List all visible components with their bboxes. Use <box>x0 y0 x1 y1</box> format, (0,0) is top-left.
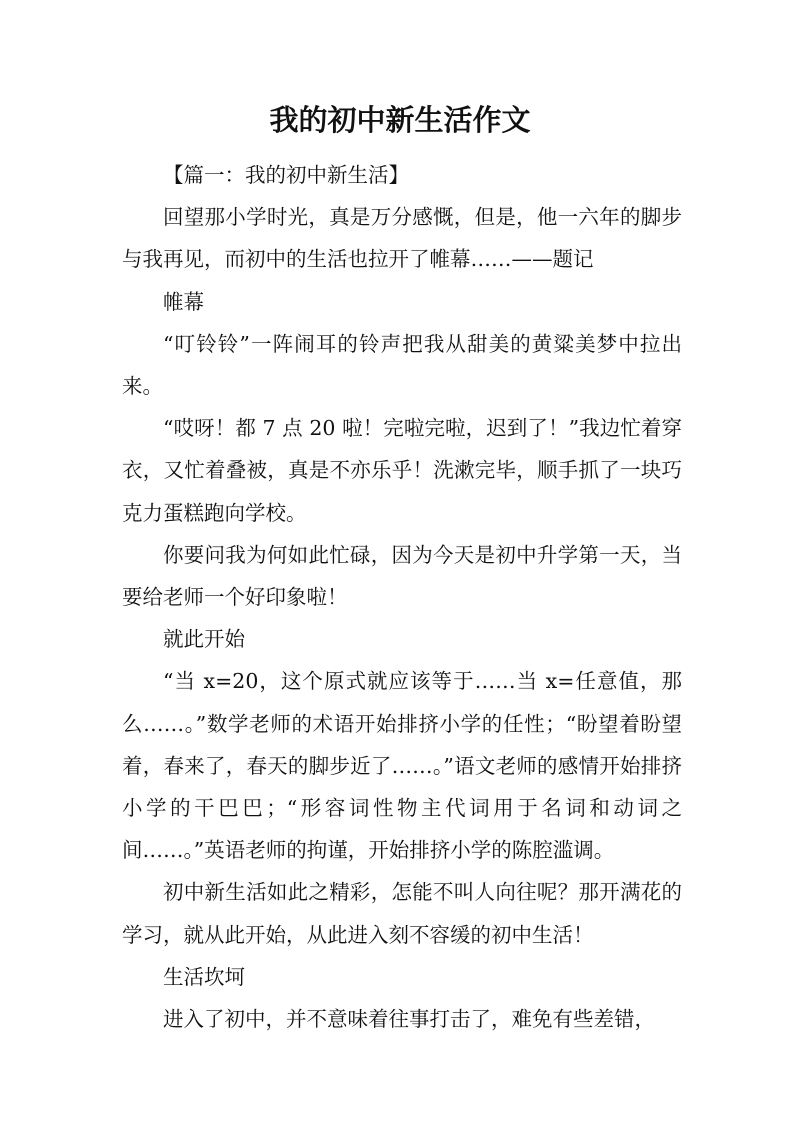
paragraph: 你要问我为何如此忙碌，因为今天是初中升学第一天，当要给老师一个好印象啦！ <box>122 542 682 610</box>
subheading: 就此开始 <box>163 627 245 652</box>
subheading: 生活坎坷 <box>163 964 245 989</box>
paragraph: “哎呀！都 7 点 20 啦！完啦完啦，迟到了！”我边忙着穿衣，又忙着叠被，真是不亦乐乎！洗漱完毕，顺手抓了一块巧克力蛋糕跑向学校。 <box>122 416 682 525</box>
document-body <box>122 154 682 1040</box>
document-title: 我的初中新生活作文 <box>269 103 531 137</box>
paragraph: 进入了初中，并不意味着往事打击了，难免有些差错， <box>163 1007 655 1032</box>
paragraph: “叮铃铃”一阵闹耳的铃声把我从甜美的黄粱美梦中拉出来。 <box>122 331 682 399</box>
section-heading: 【篇一：我的初中新生活】 <box>163 163 409 187</box>
paragraph: “当 x=20，这个原式就应该等于……当 x=任意值，那么……。”数学老师的术语开始排挤小学的任性；“盼望着盼望着，春来了，春天的脚步近了……。”语文老师的感情开始排挤小学的干巴巴；“形容词性物主代词用于名词和动词之间……。”英语老师的拘谨，开始排挤小学的陈腔滥调。 <box>122 669 682 863</box>
subheading: 帷幕 <box>163 289 204 314</box>
paragraph: 初中新生活如此之精彩，怎能不叫人向往呢？那开满花的学习，就从此开始，从此进入刻不容缓的初中生活！ <box>122 880 682 947</box>
paragraph: 回望那小学时光，真是万分感慨，但是，他一六年的脚步与我再见，而初中的生活也拉开了帷幕……——题记 <box>122 205 682 272</box>
